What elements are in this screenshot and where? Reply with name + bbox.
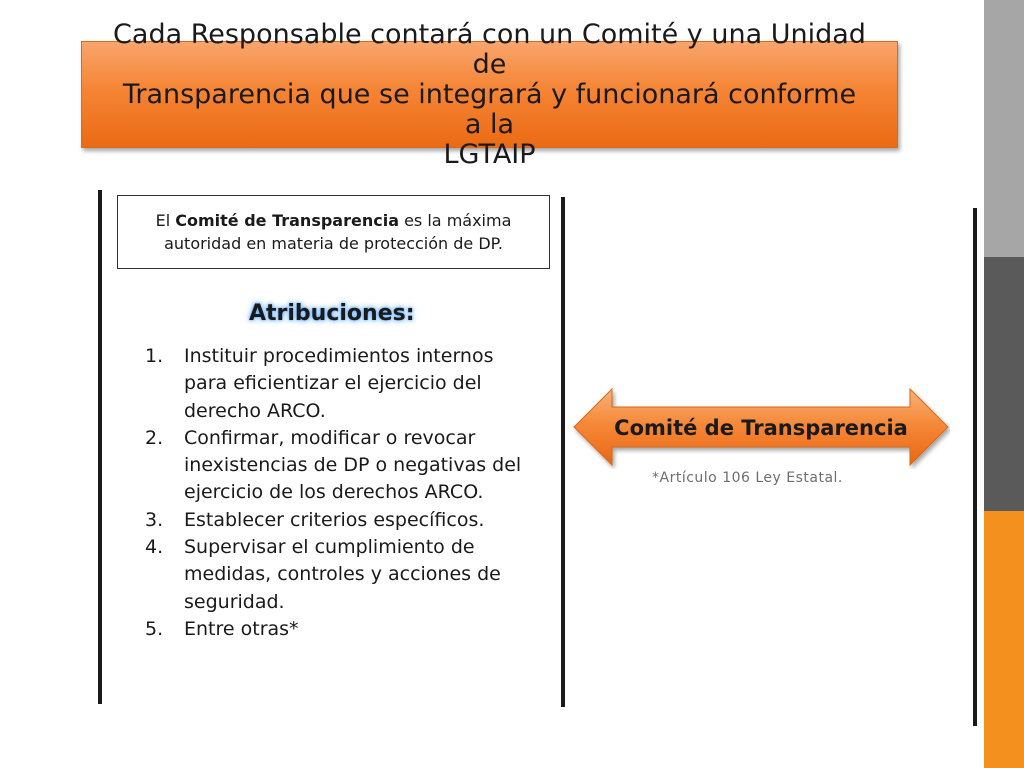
- vertical-divider-right: [973, 208, 977, 726]
- list-item-text: Establecer criterios específicos.: [184, 508, 485, 531]
- decor-strip-orange: [984, 511, 1024, 768]
- double-arrow-shape: [572, 387, 950, 469]
- list-item: [140, 343, 540, 425]
- title-line-3: LGTAIP: [443, 138, 536, 170]
- title-line-2: Transparencia que se integrará y funcionará conforme a la: [122, 78, 857, 140]
- list-item-number: 1.: [145, 345, 164, 367]
- list-item-number: 3.: [145, 508, 164, 531]
- definition-text: [128, 209, 539, 255]
- list-item: [140, 507, 540, 534]
- list-item-text: Supervisar el cumplimiento de medidas, controles y acciones de seguridad.: [184, 536, 501, 613]
- vertical-divider-left: [98, 190, 102, 704]
- definition-box: [117, 195, 550, 269]
- atribuciones-list: [140, 343, 540, 643]
- list-item: [140, 425, 540, 507]
- definition-suffix: es la máxima autoridad en materia de protección de DP.: [164, 211, 512, 253]
- definition-prefix: El: [155, 211, 176, 230]
- atribuciones-heading: Atribuciones:: [249, 301, 415, 326]
- list-item-number: 5.: [145, 617, 164, 640]
- decor-strip-light: [984, 0, 1024, 257]
- list-item-text: Confirmar, modificar o revocar inexistencias de DP o negativas del ejercicio de los derechos ARCO.: [184, 426, 522, 504]
- definition-bold: Comité de Transparencia: [175, 211, 399, 230]
- list-item: [140, 534, 540, 616]
- title-line-1: Cada Responsable contará con un Comité y una Unidad de: [113, 18, 866, 80]
- slide-title: [112, 20, 867, 170]
- vertical-divider-middle: [561, 197, 565, 707]
- list-item: [140, 616, 540, 643]
- list-item-text: Instituir procedimientos internos para eficientizar el ejercicio del derecho ARCO.: [184, 345, 494, 422]
- footnote: *Artículo 106 Ley Estatal.: [652, 470, 843, 486]
- list-item-number: 4.: [145, 536, 164, 559]
- arrow-label: Comité de Transparencia: [614, 416, 908, 440]
- decor-strip-dark: [984, 257, 1024, 511]
- list-item-text: Entre otras*: [184, 617, 299, 640]
- list-item-number: 2.: [145, 426, 164, 449]
- slide-title-box: [81, 18, 898, 170]
